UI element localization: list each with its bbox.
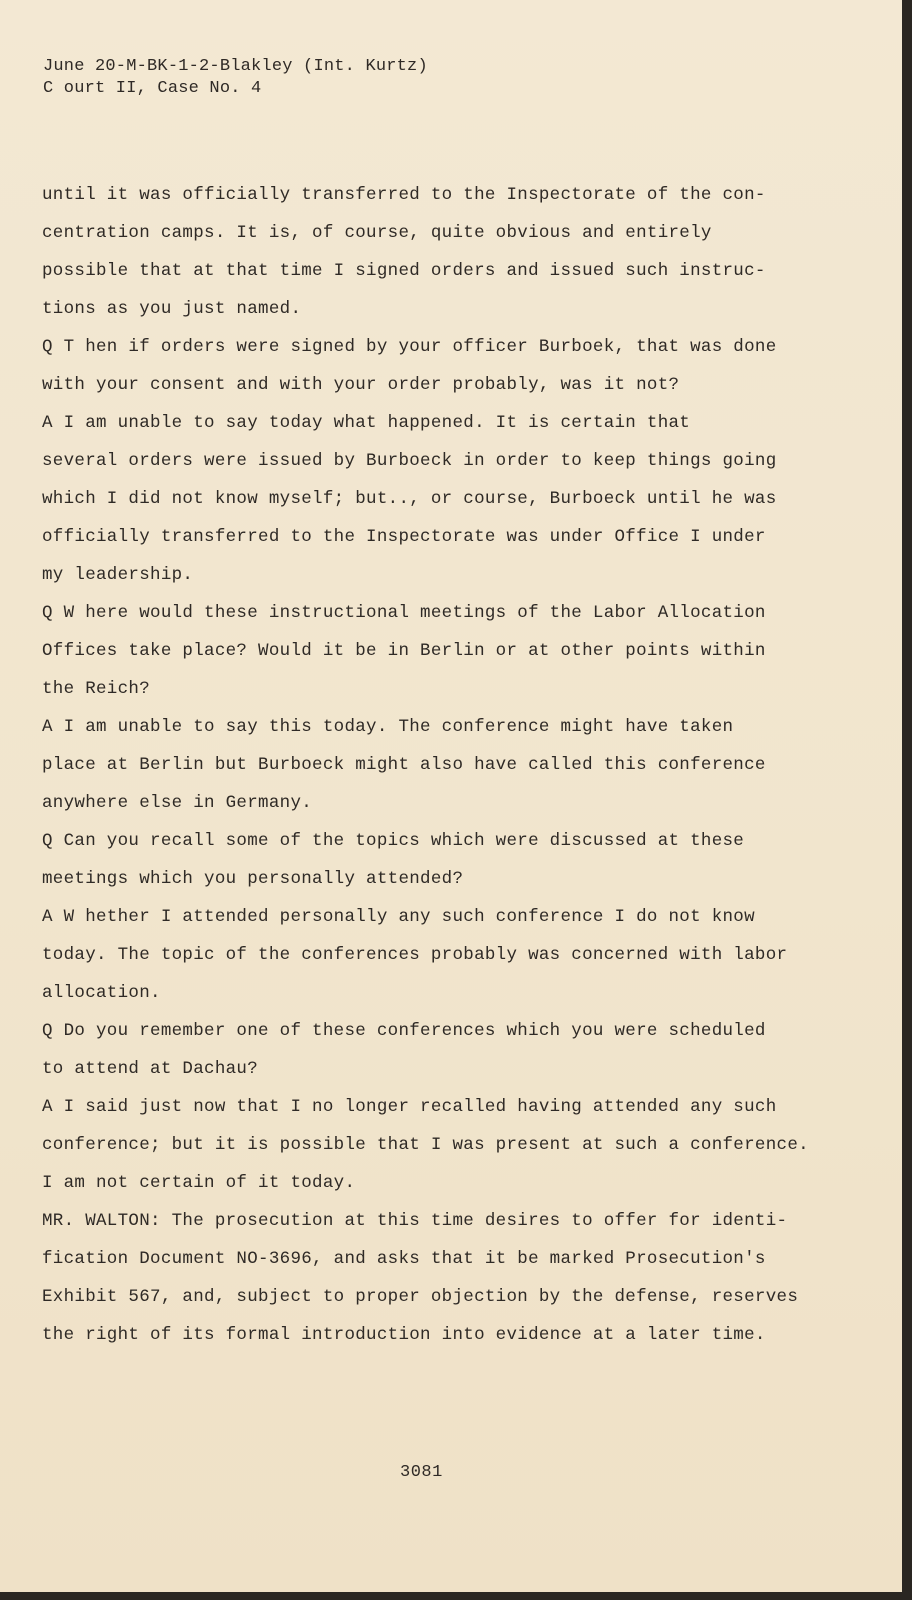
transcript-line: the right of its formal introduction into evidence at a later time.	[42, 1325, 766, 1345]
transcript-line: tions as you just named.	[42, 299, 302, 319]
transcript-body	[42, 176, 872, 1354]
transcript-line: until it was officially transferred to the Inspectorate of the con-	[42, 185, 766, 205]
transcript-line: several orders were issued by Burboeck in order to keep things going	[42, 451, 777, 471]
transcript-line: my leadership.	[42, 565, 194, 585]
transcript-line: which I did not know myself; but.., or course, Burboeck until he was	[42, 489, 777, 509]
transcript-line: fication Document NO-3696, and asks that it be marked Prosecution's	[42, 1249, 766, 1269]
transcript-line: A I am unable to say today what happened. It is certain that	[42, 413, 691, 433]
transcript-line: Offices take place? Would it be in Berlin or at other points within	[42, 641, 766, 661]
transcript-line: conference; but it is possible that I was present at such a conference.	[42, 1135, 809, 1155]
transcript-line: to attend at Dachau?	[42, 1059, 259, 1079]
transcript-line: Q W here would these instructional meetings of the Labor Allocation	[42, 603, 766, 623]
header-line-court: C ourt II, Case No. 4	[43, 79, 262, 98]
transcript-line: possible that at that time I signed orders and issued such instruc-	[42, 261, 766, 281]
transcript-line: A I am unable to say this today. The conference might have taken	[42, 717, 734, 737]
transcript-line: centration camps. It is, of course, quite obvious and entirely	[42, 223, 712, 243]
transcript-line: Exhibit 567, and, subject to proper objection by the defense, reserves	[42, 1287, 799, 1307]
transcript-line: meetings which you personally attended?	[42, 869, 464, 889]
transcript-line: allocation.	[42, 983, 161, 1003]
transcript-line: A I said just now that I no longer recalled having attended any such	[42, 1097, 777, 1117]
transcript-line: MR. WALTON: The prosecution at this time desires to offer for identi-	[42, 1211, 788, 1231]
transcript-line: Q Do you remember one of these conferences which you were scheduled	[42, 1021, 766, 1041]
transcript-line: the Reich?	[42, 679, 151, 699]
document-header	[43, 56, 428, 100]
transcript-line: I am not certain of it today.	[42, 1173, 356, 1193]
page-number: 3081	[400, 1463, 443, 1482]
transcript-line: Q T hen if orders were signed by your officer Burboek, that was done	[42, 337, 777, 357]
transcript-line: anywhere else in Germany.	[42, 793, 313, 813]
transcript-line: place at Berlin but Burboeck might also have called this conference	[42, 755, 766, 775]
transcript-line: officially transferred to the Inspectorate was under Office I under	[42, 527, 766, 547]
header-line-case-ref: June 20-M-BK-1-2-Blakley (Int. Kurtz)	[43, 57, 428, 76]
transcript-line: today. The topic of the conferences probably was concerned with labor	[42, 945, 788, 965]
transcript-line: A W hether I attended personally any such conference I do not know	[42, 907, 755, 927]
transcript-line: with your consent and with your order probably, was it not?	[42, 375, 680, 395]
transcript-line: Q Can you recall some of the topics which were discussed at these	[42, 831, 745, 851]
